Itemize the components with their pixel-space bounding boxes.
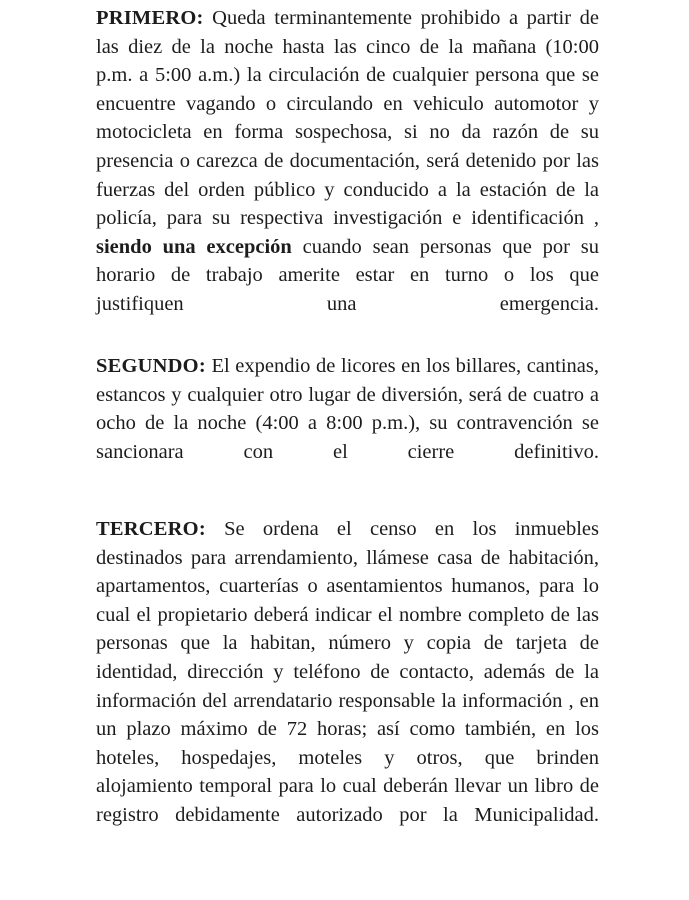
clause-primero (96, 4, 599, 347)
clause-primero-text-after-emphasis: cuando sean personas que por su horario de trabajo amerite estar en turno o los que justifiquen una emergencia. (96, 235, 599, 315)
clause-segundo-label: SEGUNDO: (96, 355, 206, 378)
clause-tercero-label: TERCERO: (96, 518, 206, 541)
clause-primero-label: PRIMERO: (96, 7, 204, 29)
clause-primero-text-before-emphasis: Queda terminantemente prohibido a partir de las diez de la noche hasta las cinco de la mañana (10:00 p.m. a 5:00 a.m.) la circulación de cualquier persona que se encuentre vagando o circulando en vehiculo automotor y motocicleta en forma sospechosa, si no da razón de su presencia o carezca de documentación, será detenido por las fuerzas del orden público y conducido a la estación de la policía, para su respectiva investigación e identificación , (96, 7, 599, 230)
clause-tercero-text: Se ordena el censo en los inmuebles destinados para arrendamiento, llámese casa de habitación, apartamentos, cuarterías o asentamientos humanos, para lo cual el propietario deberá indicar el nombre completo de las personas que la habitan, número y copia de tarjeta de identidad, dirección y teléfono de contacto, además de la información del arrendatario responsable la información , en un plazo máximo de 72 horas; así como también, en los hoteles, hospedajes, moteles y otros, que brinden alojamiento temporal para lo cual deberán llevar un libro de registro debidamente autorizado por la Municipalidad. (96, 518, 599, 827)
clause-tercero (96, 515, 599, 858)
clause-segundo-text: El expendio de licores en los billares, cantinas, estancos y cualquier otro lugar de diversión, será de cuatro a ocho de la noche (4:00 a 8:00 p.m.), su contravención se sancionara con el cierre definitivo. (96, 355, 599, 463)
document-text-body (96, 4, 599, 858)
clause-primero-emphasis: siendo una excepción (96, 235, 292, 258)
clause-segundo (96, 352, 599, 495)
